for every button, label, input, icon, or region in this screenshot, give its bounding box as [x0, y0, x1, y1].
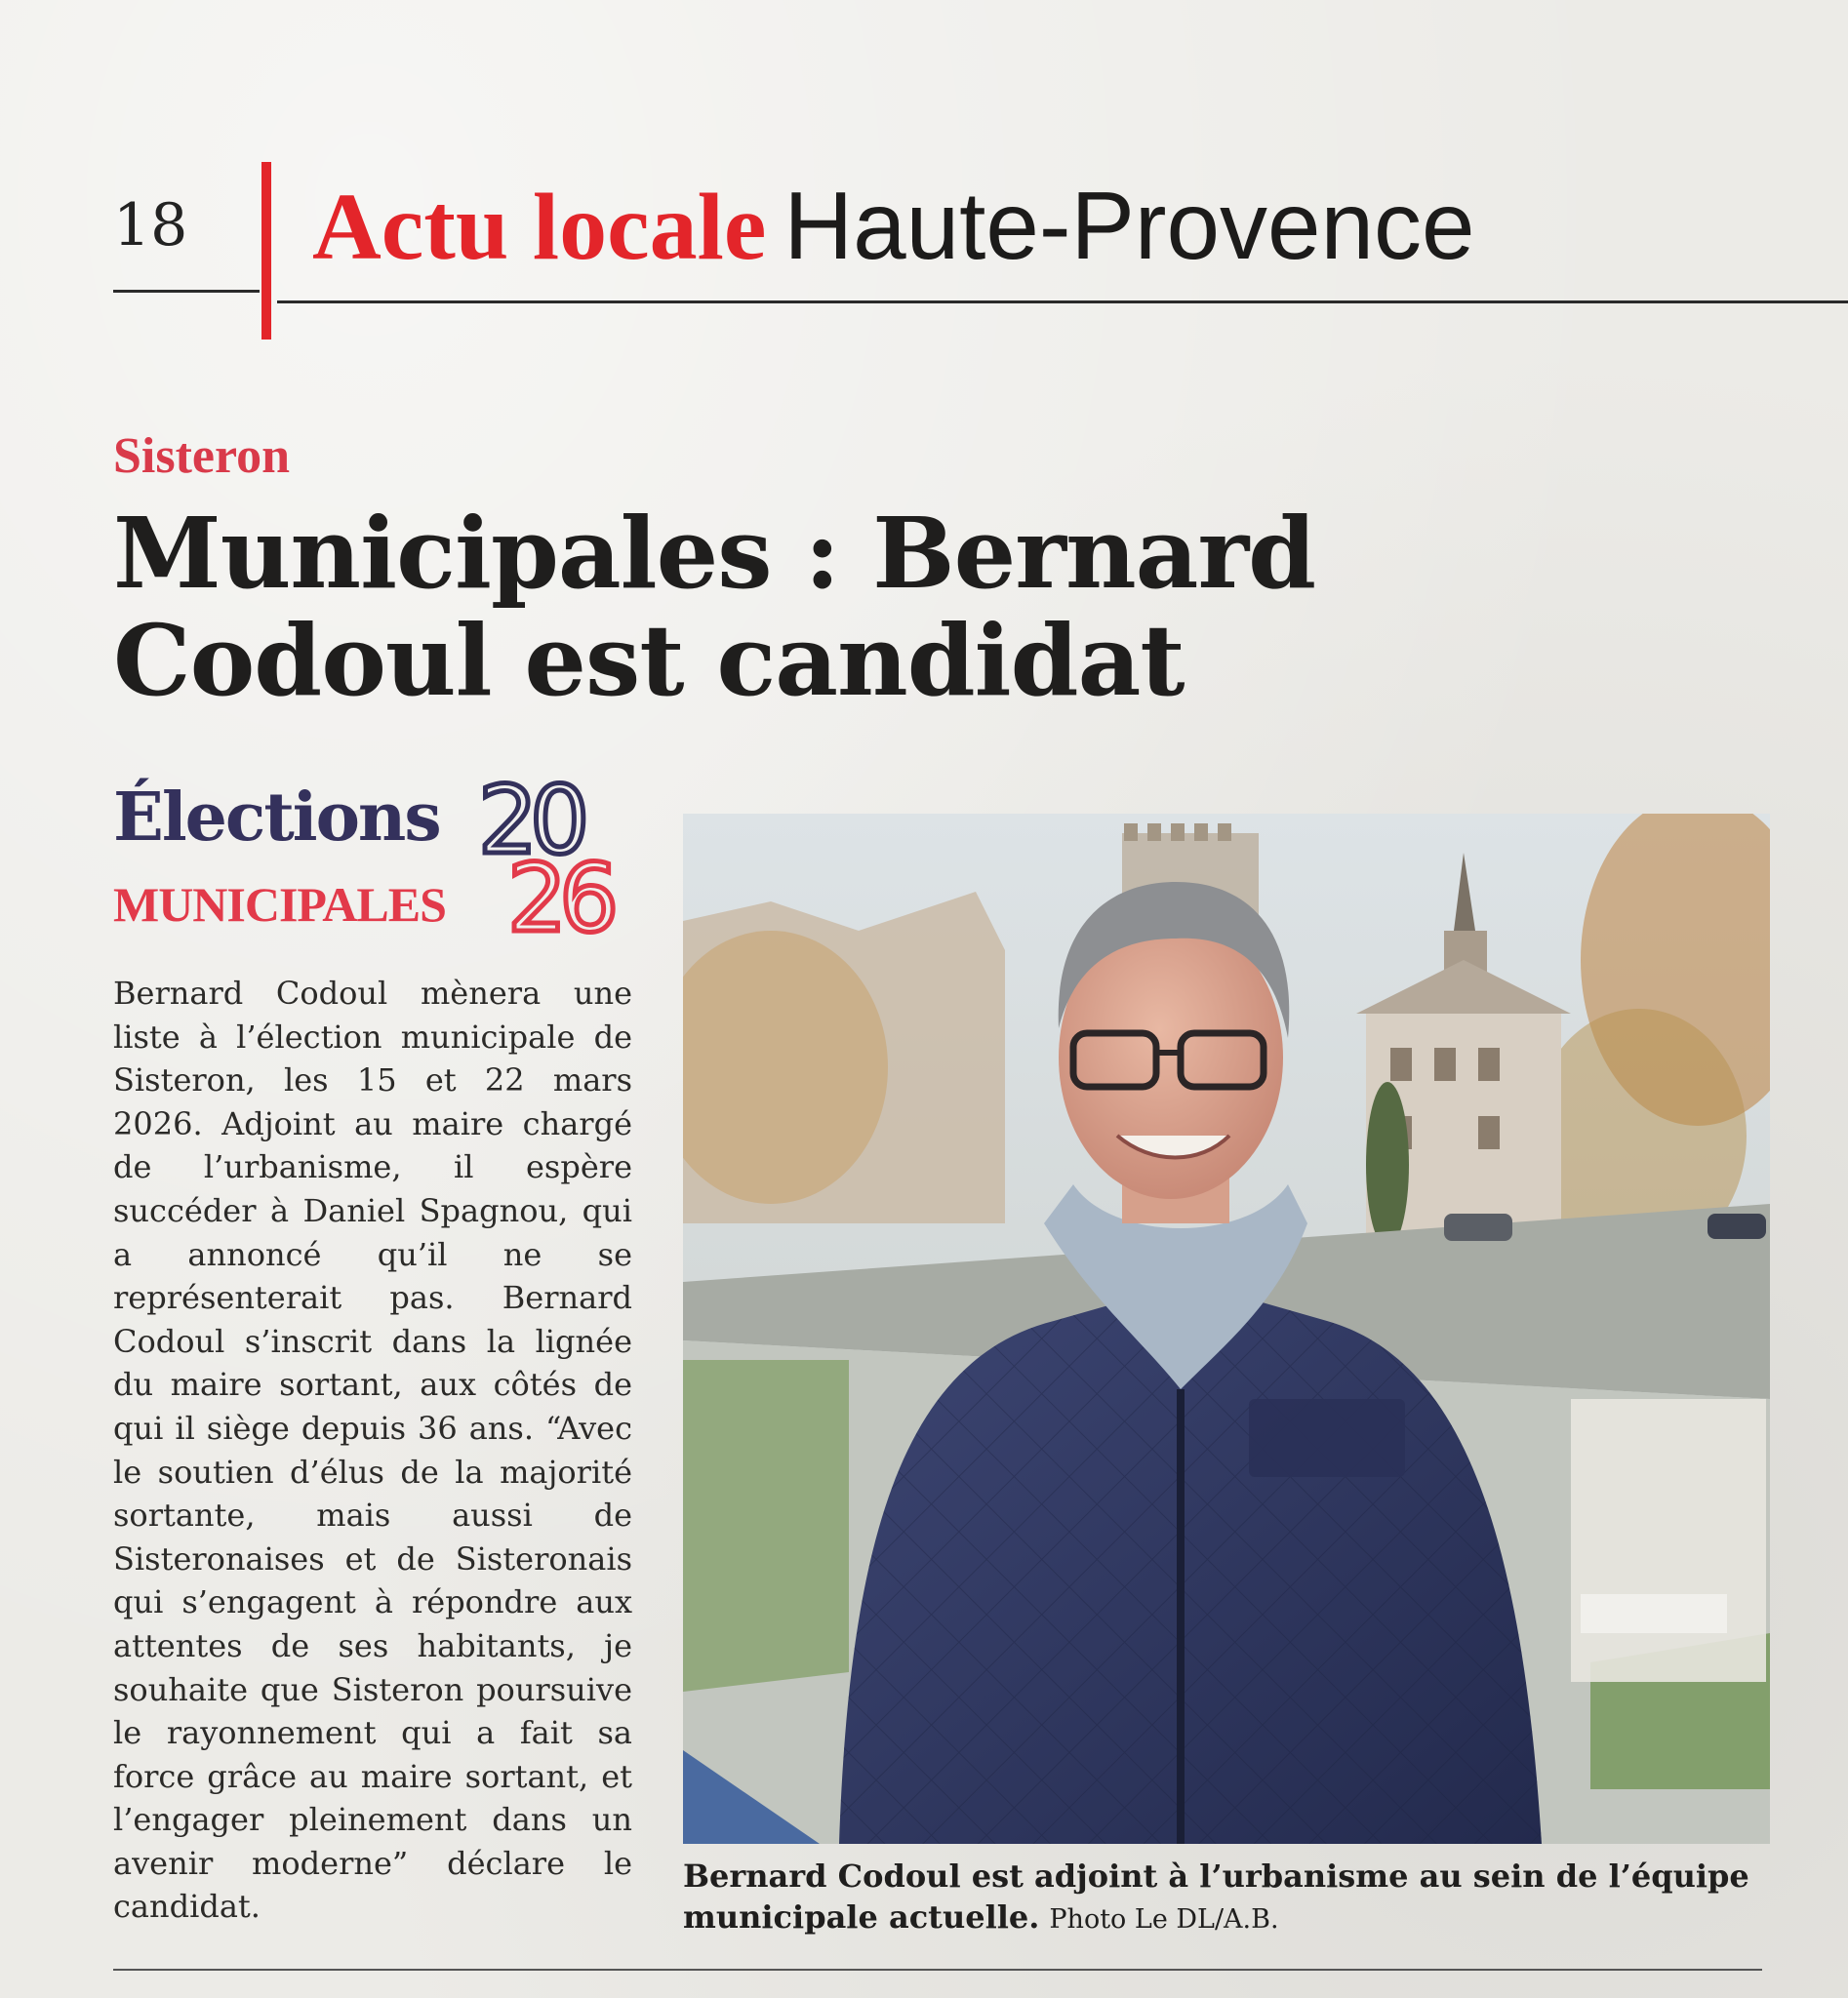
photo-illustration [683, 814, 1770, 1844]
photo-caption [683, 1856, 1834, 1940]
article-kicker: Sisteron [113, 428, 291, 484]
page-number: 18 [113, 191, 188, 260]
photo-credit: Photo Le DL/A.B. [1049, 1904, 1279, 1935]
logo-elections-word: Élections [113, 779, 440, 857]
section-rubric: Actu locale [312, 175, 767, 280]
section-region: Haute-Provence [783, 172, 1475, 279]
header-divider [261, 162, 271, 340]
article-headline: Municipales : Bernard Codoul est candidat [113, 496, 1316, 718]
article-body: Bernard Codoul mènera une liste à l’élection municipale de Sisteron, les 15 et 22 mars 2026. Adjoint au maire chargé de l’urbanisme, il espère succéder à Daniel Spagnou, qui a annoncé qu’il ne se représenterait pas. Bernard Codoul s’inscrit dans la lignée du maire sortant, aux côtés de qui il siège depuis 36 ans. “Avec le soutien d’élus de la majorité sortante, mais aussi de Sisteronaises et de Sisteronais qui s’engagent à répondre aux attentes de ses habitants, je souhaite que Sisteron poursuive le rayonnement qui a fait sa force grâce au maire sortant, et l’engager pleinement dans un avenir moderne” déclare le candidat. [113, 975, 632, 1926]
header-rule-left [113, 290, 260, 293]
article-photo [683, 814, 1770, 1844]
logo-year-bottom: 26 [507, 844, 612, 939]
section-header [312, 172, 1475, 280]
bottom-rule [113, 1969, 1762, 1971]
caption-text: Bernard Codoul est adjoint à l’urbanisme au sein de l’équipe municipale actuelle. [683, 1858, 1749, 1936]
header-rule-right [277, 300, 1848, 303]
elections-logo [113, 773, 660, 940]
logo-year-2026 [474, 773, 669, 939]
logo-municipales-word: MUNICIPALES [113, 877, 446, 932]
logo-year-top: 20 [478, 773, 583, 875]
